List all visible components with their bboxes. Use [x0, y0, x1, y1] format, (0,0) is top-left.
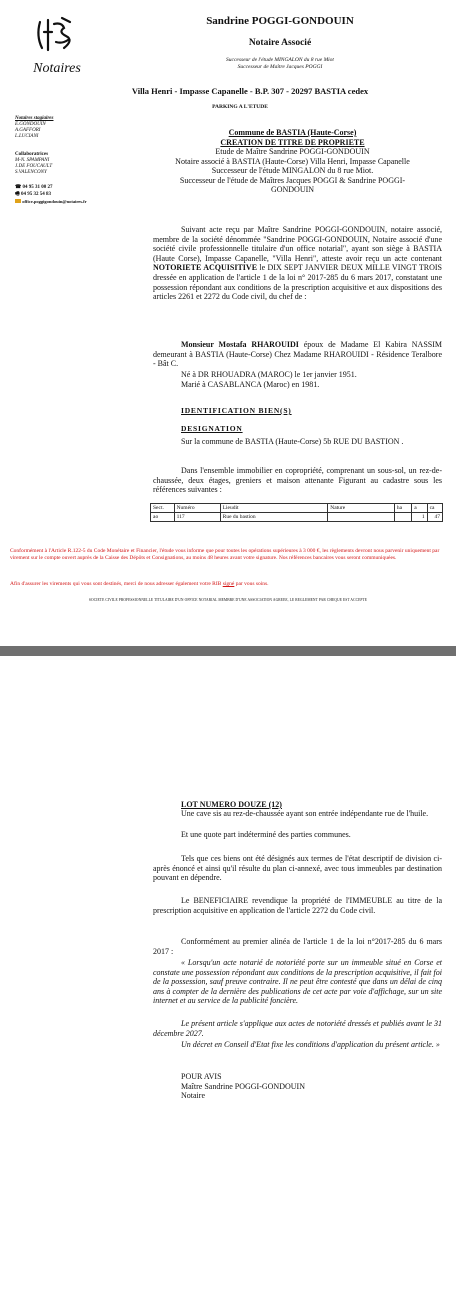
document-title: CREATION DE TITRE DE PROPRIETE — [220, 137, 365, 147]
trainee-name: E.GONDOUIN — [15, 122, 46, 127]
table-cell: 1 — [412, 513, 427, 522]
law-quote-1: « Lorsqu'un acte notarié de notoriété porte sur un immeuble situé en Corse et constate une possession répondant aux conditions de la prescription acquisitive, il fait foi de la possession, sauf preuve contraire. Il ne peut être contesté que dans un délai de cinq ans à compter de la dernière des publications de cet acte par voie d'affichage, sur un site internet et au service de la publicité foncière. — [153, 958, 442, 1006]
lot-description: Une cave sis au rez-de-chaussée ayant son entrée indépendante rue de l'huile. — [181, 809, 429, 818]
header-line: Notaire associé à BASTIA (Haute-Corse) Villa Henri, Impasse Capanelle — [175, 156, 410, 166]
table-cell — [394, 513, 411, 522]
header-line: GONDOUIN — [270, 185, 315, 194]
location-paragraph: Sur la commune de BASTIA (Haute-Corse) 5b RUE DU BASTION . — [181, 437, 404, 446]
signature-line: Maître Sandrine POGGI-GONDOUIN — [181, 1081, 305, 1091]
table-cell: ao — [151, 513, 175, 522]
column-header: a — [412, 504, 427, 513]
law-quote-2: Le présent article s'applique aux actes de notoriété dressés et publiés avant le 31 décembre 2027. — [153, 1019, 442, 1038]
intro-paragraph — [153, 225, 442, 302]
document-page-1 — [0, 0, 456, 646]
collaborator-name: J.DE FOUCAULT — [15, 164, 53, 169]
successor-line-1: Successeur de l'étude MINGALON du 8 rue Miot — [226, 57, 334, 63]
cadastre-table — [150, 503, 443, 522]
fax-row — [15, 191, 125, 198]
header-line: Etude de Maître Sandrine POGGI-GONDOUIN — [215, 147, 370, 156]
table-row — [151, 513, 443, 522]
phone-number: 04 95 31 00 27 — [22, 185, 53, 190]
payment-notice: Conformément à l'Article R.122-5 du Code Monétaire et Financier, l'étude vous informe que pour toutes les opérations supérieures à 3 000 €, les règlements devront nous parvenir uniquement par virement sur le compte ouvert auprès de la Caisse des Dépôts et Consignations, au moins 48 heures avant votre signature. Nos références bancaires vous seront communiquées. — [10, 548, 440, 561]
rib-notice-text-2: par vous soins. — [234, 581, 269, 587]
designation-paragraph: Tels que ces biens ont été désignés aux termes de l'état descriptif de division ci-après énoncé et ainsi qu'il résulte du plan ci-annexé, avec tous immeubles par destination pouvant en dépendre. — [153, 854, 442, 883]
rib-notice-signed: signé — [222, 581, 235, 587]
person-details: époux de Madame El Kabira NASSIM demeurant à BASTIA (Haute-Corse) Chez Madame RHAROUIDI - Résidence Teralbore - Bât C. — [153, 340, 442, 369]
copro-paragraph: Dans l'ensemble immobilier en copropriété, comprenant un sous-sol, un rez-de-chaussée, deux étages, greniers et maison attenante Figurant au cadastre sous les références suivantes : — [153, 466, 442, 495]
column-header: ca — [427, 504, 442, 513]
parking-note: PARKING A L'ETUDE — [212, 104, 268, 110]
fax-number: 04 95 32 54 83 — [20, 192, 51, 197]
legal-footer: SOCIETE CIVILE PROFESSIONNELLE TITULAIRE D'UN OFFICE NOTARIAL MEMBRE D'UNE ASSOCIATION AGREEE, LE REGLEMENT PAR CHEQUE EST ACCEPTE — [88, 598, 368, 602]
table-cell: 117 — [174, 513, 220, 522]
rib-notice-text: Afin d'assurer les virements qui vous sont destinés, merci de nous adresser également votre RIB — [10, 581, 223, 587]
email-address[interactable]: office.poggigondouin@notaires.fr — [22, 199, 87, 204]
table-cell — [328, 513, 395, 522]
rib-notice — [10, 581, 448, 588]
birth-line: Né à DR RHOUADRA (MAROC) le 1er janvier 1951. — [181, 370, 357, 379]
header-line: Successeur de l'étude de Maîtres Jacques POGGI & Sandrine POGGI- — [179, 175, 406, 185]
intro-text: Suivant acte reçu par Maître Sandrine POGGI-GONDOUIN, notaire associé, membre de la société dénommée "Sandrine POGGI-GONDOUIN, Notaire associé d'une société civile professionnelle titulaire d'un office notarial", ayant son siège à BASTIA (Haute Corse), Impasse Capanelle, "Villa Henri", atteste avoir reçu un acte contenant — [153, 225, 442, 263]
intro-bold-text: NOTORIETE ACQUISITIVE — [153, 263, 258, 273]
notaires-logo — [18, 14, 96, 76]
notaires-emblem-icon — [18, 14, 96, 58]
signature-line: Notaire — [181, 1091, 205, 1101]
trainee-name: L.LUCIANI — [15, 134, 39, 139]
document-header — [140, 128, 445, 195]
table-header-row — [151, 504, 443, 513]
fax-icon: 🖷 — [15, 192, 20, 197]
email-row — [15, 198, 125, 206]
lot-quote-part: Et une quote part indéterminé des parties communes. — [181, 830, 351, 839]
header-line: Successeur de l'étude MINGALON du 8 rue Miot. — [211, 166, 374, 175]
signature-block — [181, 1072, 441, 1101]
law-quote-3: Un décret en Conseil d'Etat fixe les conditions d'application du présent article. » — [181, 1040, 440, 1049]
commune-heading: Commune de BASTIA (Haute-Corse) — [228, 128, 357, 137]
beneficiary-paragraph: Le BENEFICIAIRE revendique la propriété de l'IMMEUBLE au titre de la prescription acquisitive en application de l'article 2272 du Code civil. — [153, 896, 442, 915]
email-icon — [15, 199, 21, 203]
phone-icon: ☎ — [15, 185, 22, 190]
identification-heading: IDENTIFICATION BIEN(S) — [181, 406, 292, 415]
table-cell: Rue du bastion — [220, 513, 328, 522]
collaborator-name: S.VALENCONY — [15, 170, 47, 175]
table-cell: 47 — [427, 513, 442, 522]
sidebar-staff — [15, 116, 125, 206]
collaborator-name: M-N. SPAMPANI — [15, 158, 50, 163]
notary-title: Notaire Associé — [248, 38, 312, 48]
law-reference-paragraph: Conformément au premier alinéa de l'article 1 de la loi n°2017-285 du 6 mars 2017 : — [153, 937, 442, 956]
person-paragraph — [153, 340, 442, 369]
lot-title: LOT NUMERO DOUZE (12) — [181, 800, 282, 809]
intro-text-2: le DIX SEPT JANVIER DEUX MILLE VINGT TROIS dressée en application de l'article 1 de la loi n° 2017-285 du 6 mars 2017, constatant une possession répondant aux conditions de la prescription acquisitive et aux dispositions des articles 2261 et 2272 du Code civil, du chef de : — [153, 263, 442, 302]
marriage-line: Marié à CASABLANCA (Maroc) en 1981. — [181, 380, 320, 389]
column-header: Numéro — [174, 504, 220, 513]
designation-heading: DESIGNATION — [181, 424, 243, 433]
notary-name: Sandrine POGGI-GONDOUIN — [206, 15, 354, 27]
office-address: Villa Henri - Impasse Capanelle - B.P. 307 - 20297 BASTIA cedex — [131, 86, 369, 96]
signature-line: POUR AVIS — [181, 1072, 222, 1081]
document-page-2 — [0, 656, 456, 1300]
successor-line-2: Successeur de Maître Jacques POGGI — [237, 64, 323, 70]
trainee-name: A.GAFFORI — [15, 128, 41, 133]
collaborators-heading: Collaboratrices — [15, 152, 49, 157]
column-header: ha — [394, 504, 411, 513]
column-header: Nature — [328, 504, 395, 513]
phone-row — [15, 184, 125, 191]
logo-text: Notaires — [33, 61, 81, 76]
person-name: Monsieur Mostafa RHAROUIDI — [181, 340, 299, 349]
column-header: Lieudit — [220, 504, 328, 513]
column-header: Sect. — [151, 504, 175, 513]
trainees-heading: Notaires stagiaires — [15, 116, 54, 121]
